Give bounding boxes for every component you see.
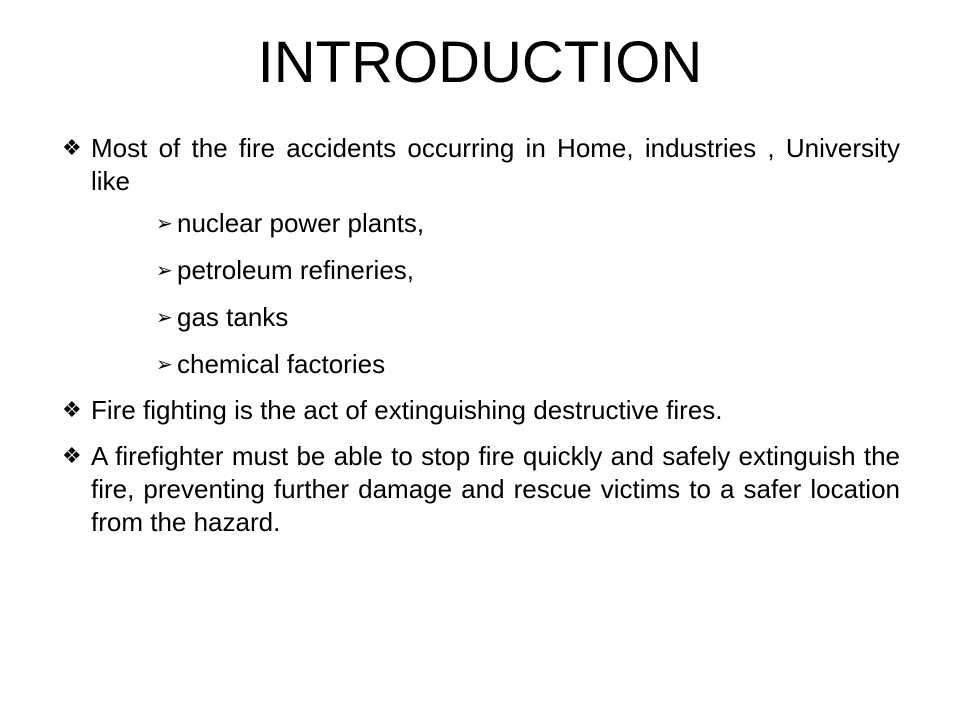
sub-bullet-text: nuclear power plants,	[177, 208, 425, 238]
bullet-text: Most of the fire accidents occurring in Home, industries , University like	[91, 133, 900, 196]
slide-content	[62, 132, 900, 539]
bullet-item	[62, 440, 900, 539]
arrowhead-bullet-icon: ➢	[156, 352, 173, 376]
sub-bullet-item	[62, 348, 900, 381]
diamond-bullet-icon: ❖	[62, 444, 82, 469]
bullet-item	[62, 132, 900, 198]
bullet-text: Fire fighting is the act of extinguishing destructive fires.	[91, 395, 723, 425]
sub-bullet-item	[62, 301, 900, 334]
sub-bullet-item	[62, 207, 900, 240]
arrowhead-bullet-icon: ➢	[156, 211, 173, 235]
arrowhead-bullet-icon: ➢	[156, 258, 173, 282]
sub-bullet-item	[62, 254, 900, 287]
sub-bullet-text: gas tanks	[177, 302, 289, 332]
sub-bullet-text: petroleum refineries,	[177, 255, 414, 285]
diamond-bullet-icon: ❖	[62, 136, 82, 161]
slide-title: INTRODUCTION	[257, 30, 703, 95]
arrowhead-bullet-icon: ➢	[156, 305, 173, 329]
diamond-bullet-icon: ❖	[62, 398, 82, 423]
sub-bullet-text: chemical factories	[177, 349, 386, 379]
bullet-text: A firefighter must be able to stop fire quickly and safely extinguish the fire, preventing further damage and rescue victims to a safer location from the hazard.	[91, 441, 900, 537]
bullet-item	[62, 394, 900, 427]
